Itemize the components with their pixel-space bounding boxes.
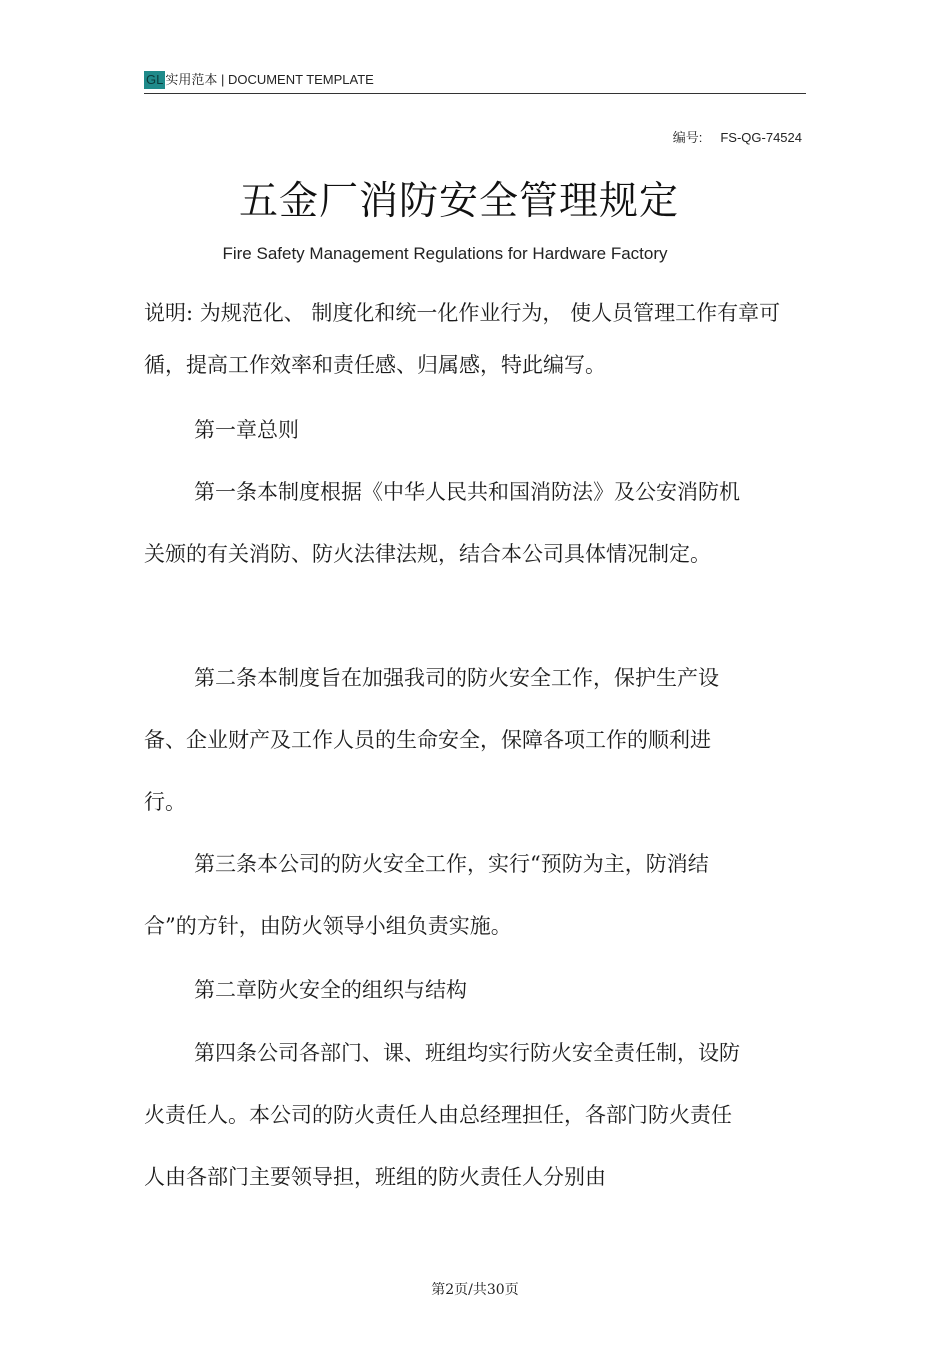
document-subtitle: Fire Safety Management Regulations for Hardware Factory [222, 244, 668, 263]
chapter-heading: 第一章总则 [194, 418, 299, 442]
document-title: 五金厂消防安全管理规定 [238, 179, 679, 224]
page-header [144, 71, 806, 94]
header-text: 实用范本 | DOCUMENT TEMPLATE [165, 72, 374, 87]
page-footer: 第2页/共30页 [431, 1282, 519, 1298]
description-paragraph: 说明: 为规范化、 制度化和统一化作业行为， 使人员管理工作有章可循，提高工作效率和责任感、归属感，特此编写。 [144, 301, 781, 377]
article-paragraph: 第二条本制度旨在加强我司的防火安全工作，保护生产设备、企业财产及工作人员的生命安全，保障各项工作的顺利进行。 [144, 666, 719, 814]
document-number-label: 编号: [672, 130, 703, 145]
brand-logo: GL [146, 72, 164, 87]
article-paragraph: 第四条公司各部门、课、班组均实行防火安全责任制，设防火责任人。本公司的防火责任人由总经理担任，各部门防火责任人由各部门主要领导担，班组的防火责任人分别由 [144, 1041, 740, 1189]
article-paragraph: 第三条本公司的防火安全工作，实行“预防为主，防消结合”的方针，由防火领导小组负责实施。 [144, 852, 709, 938]
document-number [673, 127, 802, 146]
article-paragraph: 第一条本制度根据《中华人民共和国消防法》及公安消防机关颁的有关消防、防火法律法规，结合本公司具体情况制定。 [144, 480, 740, 566]
chapter-heading: 第二章防火安全的组织与结构 [194, 978, 467, 1002]
document-number-value: FS-QG-74524 [720, 130, 802, 145]
